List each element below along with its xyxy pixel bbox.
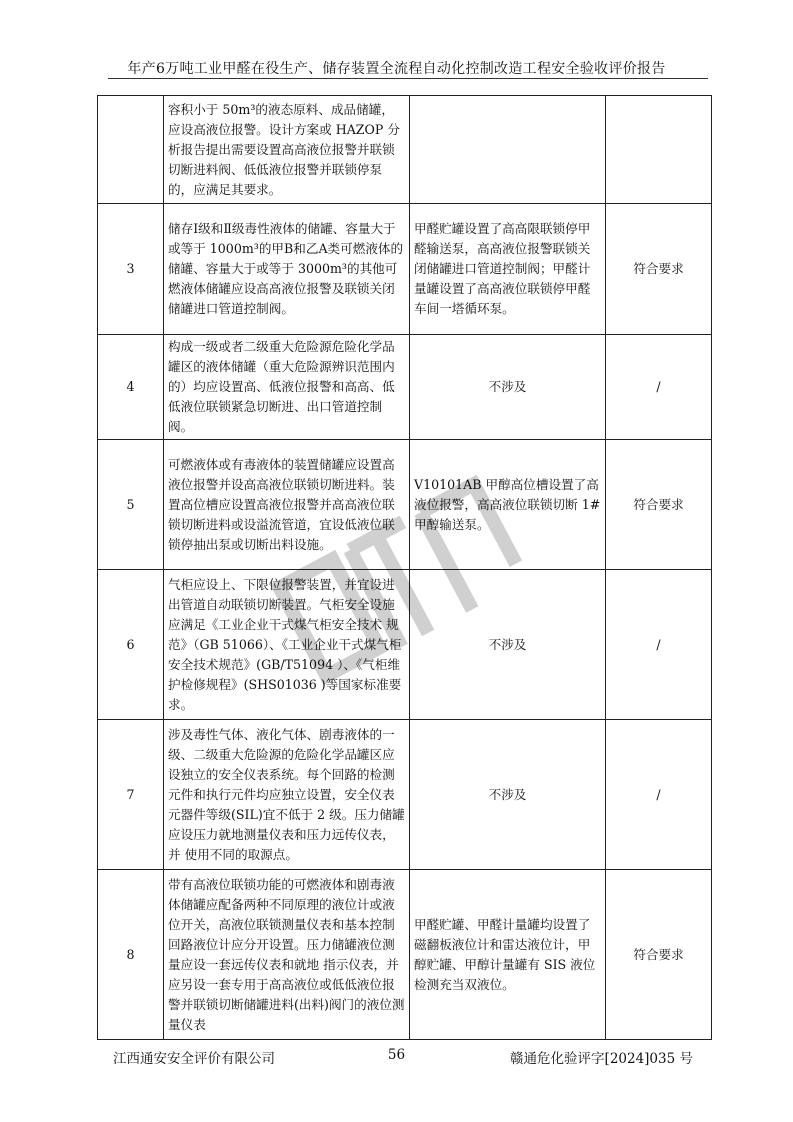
conclusion-cell: 符合要求 [606,440,712,570]
table-row [98,204,712,335]
requirement-cell: 气柜应设上、下限位报警装置，并宜设进出管道自动联锁切断装置。气柜安全设施应满足《工业企业干式煤气柜安全技术 规范》（GB 51066）、《工业企业干式煤气柜安全技术规范》(GB/T51094 ）、《气柜维护检修规程》(SHS01036 )等国家标准要求。 [164,570,410,720]
situation-cell [410,96,606,204]
situation-cell: 甲醛贮罐设置了高高限联锁停甲醛输送泵，高高液位报警联锁关闭储罐进口管道控制阀；甲醛计量罐设置了高高液位联锁停甲醛车间一塔循环泵。 [410,204,606,335]
conclusion-cell: / [606,570,712,720]
situation-cell: 不涉及 [410,570,606,720]
conclusion-cell [606,96,712,204]
footer-page-number: 56 [387,1047,406,1063]
conclusion-cell: 符合要求 [606,870,712,1040]
table-row [98,335,712,440]
table-row [98,870,712,1040]
situation-cell: V10101AB 甲醇高位槽设置了高液位报警，高高液位联锁切断 1#甲醇输送泵。 [410,440,606,570]
table-row [98,440,712,570]
row-number [98,96,164,204]
row-number: 4 [98,335,164,440]
row-number: 5 [98,440,164,570]
row-number: 3 [98,204,164,335]
requirement-cell: 储存Ⅰ级和Ⅱ级毒性液体的储罐、容量大于或等于 1000m³的甲B和乙A类可燃液体的储罐、容量大于或等于 3000m³的其他可燃液体储罐应设高高液位报警及联锁关闭储罐进口管道控制阀。 [164,204,410,335]
requirement-cell: 构成一级或者二级重大危险源危险化学品罐区的液体储罐（重大危险源辨识范围内的）均应设置高、低液位报警和高高、低低液位联锁紧急切断进、出口管道控制阀。 [164,335,410,440]
table-row [98,570,712,720]
row-number: 8 [98,870,164,1040]
conclusion-cell: 符合要求 [606,204,712,335]
footer-company: 江西通安安全评价有限公司 [113,1051,275,1067]
row-number: 6 [98,570,164,720]
page-header-title: 年产6万吨工业甲醛在役生产、储存装置全流程自动化控制改造工程安全验收评价报告 [127,61,666,77]
table-row [98,96,712,204]
row-number: 7 [98,720,164,870]
requirement-cell: 可燃液体或有毒液体的装置储罐应设置高液位报警并设高高液位联锁切断进料。装置高位槽应设置高液位报警并高高液位联锁切断进料或设溢流管道，宜设低液位联锁停抽出泵或切断出料设施。 [164,440,410,570]
situation-cell: 不涉及 [410,720,606,870]
situation-cell: 甲醛贮罐、甲醛计量罐均设置了磁翻板液位计和雷达液位计，甲醇贮罐、甲醇计量罐有 SIS 液位检测充当双液位。 [410,870,606,1040]
situation-cell: 不涉及 [410,335,606,440]
conclusion-cell: / [606,720,712,870]
footer-document-number: 赣通危化验评字[2024]035 号 [510,1051,693,1067]
requirement-cell: 容积小于 50m³的液态原料、成品储罐，应设高液位报警。设计方案或 HAZOP 分析报告提出需要设置高高液位报警并联锁切断进料阀、低低液位报警并联锁停泵的，应满足其要求。 [164,96,410,204]
evaluation-table [97,95,712,1040]
table-row [98,720,712,870]
header-divider [108,78,708,79]
requirement-cell: 涉及毒性气体、液化气体、剧毒液体的一级、二级重大危险源的危险化学品罐区应设独立的安全仪表系统。每个回路的检测元件和执行元件均应独立设置，安全仪表元器件等级(SIL)宜不低于 2 级。压力储罐应设压力就地测量仪表和压力远传仪表，并 使用不同的取源点。 [164,720,410,870]
conclusion-cell: / [606,335,712,440]
requirement-cell: 带有高液位联锁功能的可燃液体和剧毒液体储罐应配备两种不同原理的液位计或液位开关，高液位联锁测量仪表和基本控制回路液位计应分开设置。压力储罐液位测量应设一套远传仪表和就地 指示仪表，并应另设一套专用于高高液位或低低液位报警并联锁切断储罐进料(出料)阀门的液位测量仪表 [164,870,410,1040]
